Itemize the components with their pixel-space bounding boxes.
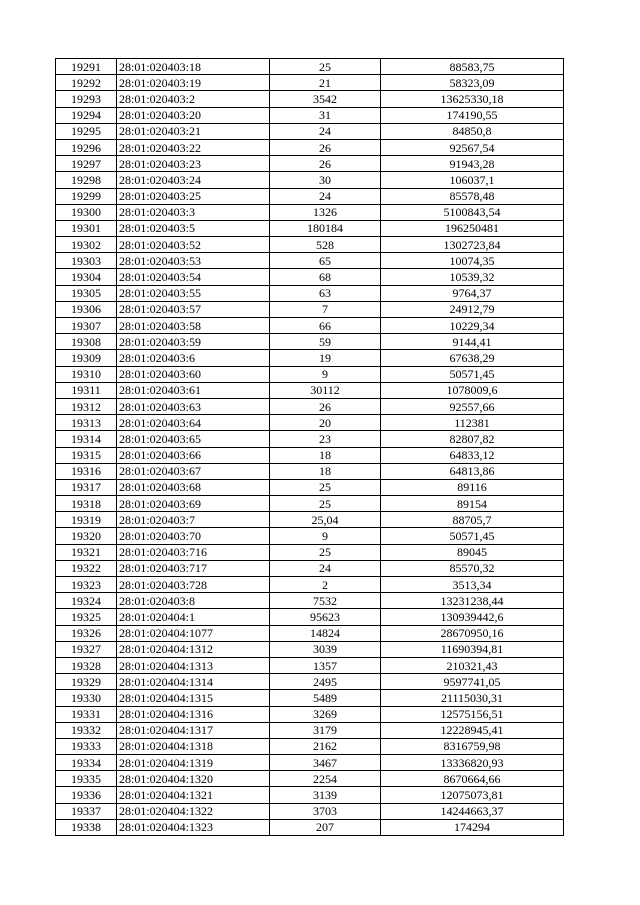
row-number-cell: 19295 [56, 123, 117, 139]
area-cell: 20 [270, 415, 381, 431]
cadastral-number-cell: 28:01:020403:6 [117, 350, 270, 366]
area-cell: 3179 [270, 722, 381, 738]
cadastral-value-cell: 82807,82 [381, 431, 564, 447]
row-number-cell: 19336 [56, 787, 117, 803]
cadastral-value-cell: 3513,34 [381, 577, 564, 593]
cadastral-value-cell: 9764,37 [381, 285, 564, 301]
cadastral-value-cell: 174190,55 [381, 107, 564, 123]
cadastral-number-cell: 28:01:020403:5 [117, 220, 270, 236]
cadastral-value-cell: 12575156,51 [381, 706, 564, 722]
area-cell: 24 [270, 123, 381, 139]
area-cell: 180184 [270, 220, 381, 236]
table-row [56, 91, 564, 107]
cadastral-number-cell: 28:01:020403:2 [117, 91, 270, 107]
row-number-cell: 19299 [56, 188, 117, 204]
cadastral-number-cell: 28:01:020404:1320 [117, 771, 270, 787]
cadastral-number-cell: 28:01:020403:61 [117, 382, 270, 398]
row-number-cell: 19296 [56, 139, 117, 155]
cadastral-number-cell: 28:01:020403:717 [117, 560, 270, 576]
area-cell: 30 [270, 172, 381, 188]
cadastral-number-cell: 28:01:020404:1317 [117, 722, 270, 738]
area-cell: 25 [270, 59, 381, 75]
cadastral-number-cell: 28:01:020403:25 [117, 188, 270, 204]
table-row [56, 512, 564, 528]
cadastral-value-cell: 196250481 [381, 220, 564, 236]
cadastral-number-cell: 28:01:020403:8 [117, 593, 270, 609]
table-row [56, 139, 564, 155]
cadastral-value-cell: 10539,32 [381, 269, 564, 285]
row-number-cell: 19316 [56, 463, 117, 479]
cadastral-number-cell: 28:01:020404:1 [117, 609, 270, 625]
cadastral-number-cell: 28:01:020403:60 [117, 366, 270, 382]
cadastral-value-cell: 11690394,81 [381, 641, 564, 657]
table-row [56, 382, 564, 398]
row-number-cell: 19320 [56, 528, 117, 544]
area-cell: 3269 [270, 706, 381, 722]
table-row [56, 447, 564, 463]
cadastral-value-cell: 10074,35 [381, 253, 564, 269]
cadastral-value-cell: 13231238,44 [381, 593, 564, 609]
row-number-cell: 19313 [56, 415, 117, 431]
area-cell: 3542 [270, 91, 381, 107]
area-cell: 5489 [270, 690, 381, 706]
area-cell: 207 [270, 819, 381, 835]
cadastral-value-cell: 9597741,05 [381, 674, 564, 690]
row-number-cell: 19303 [56, 253, 117, 269]
cadastral-number-cell: 28:01:020404:1077 [117, 625, 270, 641]
cadastral-value-cell: 64813,86 [381, 463, 564, 479]
area-cell: 9 [270, 366, 381, 382]
row-number-cell: 19324 [56, 593, 117, 609]
row-number-cell: 19304 [56, 269, 117, 285]
cadastral-value-cell: 106037,1 [381, 172, 564, 188]
table-row [56, 560, 564, 576]
cadastral-number-cell: 28:01:020403:19 [117, 75, 270, 91]
cadastral-value-cell: 12075073,81 [381, 787, 564, 803]
area-cell: 2 [270, 577, 381, 593]
cadastral-value-cell: 1078009,6 [381, 382, 564, 398]
area-cell: 3039 [270, 641, 381, 657]
cadastral-number-cell: 28:01:020404:1321 [117, 787, 270, 803]
cadastral-number-cell: 28:01:020403:64 [117, 415, 270, 431]
cadastral-number-cell: 28:01:020403:65 [117, 431, 270, 447]
table-row [56, 398, 564, 414]
row-number-cell: 19319 [56, 512, 117, 528]
table-row [56, 285, 564, 301]
cadastral-number-cell: 28:01:020403:69 [117, 496, 270, 512]
cadastral-value-cell: 67638,29 [381, 350, 564, 366]
cadastral-value-cell: 8316759,98 [381, 738, 564, 754]
cadastral-number-cell: 28:01:020403:3 [117, 204, 270, 220]
row-number-cell: 19332 [56, 722, 117, 738]
row-number-cell: 19305 [56, 285, 117, 301]
row-number-cell: 19314 [56, 431, 117, 447]
table-row [56, 528, 564, 544]
row-number-cell: 19328 [56, 657, 117, 673]
area-cell: 1326 [270, 204, 381, 220]
row-number-cell: 19317 [56, 479, 117, 495]
cadastral-number-cell: 28:01:020403:53 [117, 253, 270, 269]
table-row [56, 706, 564, 722]
cadastral-number-cell: 28:01:020403:55 [117, 285, 270, 301]
row-number-cell: 19318 [56, 496, 117, 512]
cadastral-value-cell: 12228945,41 [381, 722, 564, 738]
row-number-cell: 19330 [56, 690, 117, 706]
row-number-cell: 19301 [56, 220, 117, 236]
area-cell: 25 [270, 479, 381, 495]
row-number-cell: 19333 [56, 738, 117, 754]
table-row [56, 204, 564, 220]
area-cell: 3139 [270, 787, 381, 803]
area-cell: 26 [270, 156, 381, 172]
row-number-cell: 19292 [56, 75, 117, 91]
area-cell: 2254 [270, 771, 381, 787]
table-row [56, 674, 564, 690]
row-number-cell: 19334 [56, 755, 117, 771]
row-number-cell: 19326 [56, 625, 117, 641]
cadastral-number-cell: 28:01:020403:67 [117, 463, 270, 479]
table-row [56, 787, 564, 803]
row-number-cell: 19325 [56, 609, 117, 625]
table-row [56, 156, 564, 172]
row-number-cell: 19338 [56, 819, 117, 835]
cadastral-value-cell: 9144,41 [381, 334, 564, 350]
cadastral-number-cell: 28:01:020403:21 [117, 123, 270, 139]
table-row [56, 107, 564, 123]
table-row [56, 366, 564, 382]
area-cell: 31 [270, 107, 381, 123]
area-cell: 2162 [270, 738, 381, 754]
table-row [56, 75, 564, 91]
table-row [56, 803, 564, 819]
cadastral-number-cell: 28:01:020403:68 [117, 479, 270, 495]
table-row [56, 819, 564, 835]
table-row [56, 301, 564, 317]
table-row [56, 415, 564, 431]
cadastral-number-cell: 28:01:020403:716 [117, 544, 270, 560]
table-row [56, 641, 564, 657]
cadastral-value-cell: 13625330,18 [381, 91, 564, 107]
table-row [56, 188, 564, 204]
row-number-cell: 19312 [56, 398, 117, 414]
cadastral-value-cell: 50571,45 [381, 528, 564, 544]
area-cell: 9 [270, 528, 381, 544]
area-cell: 25,04 [270, 512, 381, 528]
cadastral-value-table [55, 58, 564, 836]
row-number-cell: 19300 [56, 204, 117, 220]
row-number-cell: 19291 [56, 59, 117, 75]
cadastral-number-cell: 28:01:020404:1312 [117, 641, 270, 657]
area-cell: 2495 [270, 674, 381, 690]
row-number-cell: 19322 [56, 560, 117, 576]
table-row [56, 59, 564, 75]
cadastral-value-cell: 58323,09 [381, 75, 564, 91]
area-cell: 63 [270, 285, 381, 301]
area-cell: 7532 [270, 593, 381, 609]
cadastral-number-cell: 28:01:020404:1318 [117, 738, 270, 754]
row-number-cell: 19323 [56, 577, 117, 593]
cadastral-value-cell: 21115030,31 [381, 690, 564, 706]
cadastral-value-cell: 88583,75 [381, 59, 564, 75]
table-row [56, 690, 564, 706]
row-number-cell: 19335 [56, 771, 117, 787]
row-number-cell: 19302 [56, 237, 117, 253]
cadastral-number-cell: 28:01:020403:52 [117, 237, 270, 253]
cadastral-value-cell: 24912,79 [381, 301, 564, 317]
cadastral-number-cell: 28:01:020404:1322 [117, 803, 270, 819]
table-row [56, 123, 564, 139]
cadastral-number-cell: 28:01:020403:70 [117, 528, 270, 544]
row-number-cell: 19315 [56, 447, 117, 463]
cadastral-value-cell: 92567,54 [381, 139, 564, 155]
cadastral-number-cell: 28:01:020403:66 [117, 447, 270, 463]
area-cell: 23 [270, 431, 381, 447]
area-cell: 25 [270, 496, 381, 512]
row-number-cell: 19293 [56, 91, 117, 107]
table-row [56, 771, 564, 787]
cadastral-number-cell: 28:01:020403:63 [117, 398, 270, 414]
table-row [56, 479, 564, 495]
cadastral-number-cell: 28:01:020403:20 [117, 107, 270, 123]
area-cell: 66 [270, 318, 381, 334]
cadastral-value-cell: 5100843,54 [381, 204, 564, 220]
cadastral-value-cell: 89154 [381, 496, 564, 512]
area-cell: 26 [270, 139, 381, 155]
table-body [56, 59, 564, 836]
row-number-cell: 19309 [56, 350, 117, 366]
cadastral-value-cell: 10229,34 [381, 318, 564, 334]
cadastral-number-cell: 28:01:020403:7 [117, 512, 270, 528]
cadastral-number-cell: 28:01:020404:1323 [117, 819, 270, 835]
cadastral-number-cell: 28:01:020403:58 [117, 318, 270, 334]
area-cell: 65 [270, 253, 381, 269]
table-row [56, 463, 564, 479]
row-number-cell: 19307 [56, 318, 117, 334]
row-number-cell: 19311 [56, 382, 117, 398]
row-number-cell: 19327 [56, 641, 117, 657]
row-number-cell: 19331 [56, 706, 117, 722]
row-number-cell: 19321 [56, 544, 117, 560]
cadastral-value-cell: 13336820,93 [381, 755, 564, 771]
cadastral-number-cell: 28:01:020403:54 [117, 269, 270, 285]
area-cell: 30112 [270, 382, 381, 398]
table-row [56, 657, 564, 673]
cadastral-value-cell: 8670664,66 [381, 771, 564, 787]
cadastral-number-cell: 28:01:020403:728 [117, 577, 270, 593]
area-cell: 24 [270, 560, 381, 576]
cadastral-number-cell: 28:01:020403:24 [117, 172, 270, 188]
cadastral-value-cell: 91943,28 [381, 156, 564, 172]
area-cell: 1357 [270, 657, 381, 673]
cadastral-value-cell: 64833,12 [381, 447, 564, 463]
cadastral-value-cell: 50571,45 [381, 366, 564, 382]
table-row [56, 609, 564, 625]
area-cell: 18 [270, 463, 381, 479]
table-row [56, 544, 564, 560]
cadastral-number-cell: 28:01:020403:18 [117, 59, 270, 75]
cadastral-value-cell: 89116 [381, 479, 564, 495]
table-row [56, 318, 564, 334]
table-row [56, 755, 564, 771]
table-row [56, 269, 564, 285]
table-row [56, 253, 564, 269]
cadastral-value-cell: 89045 [381, 544, 564, 560]
table-row [56, 722, 564, 738]
table-row [56, 625, 564, 641]
table-row [56, 496, 564, 512]
row-number-cell: 19337 [56, 803, 117, 819]
table-row [56, 431, 564, 447]
table-row [56, 237, 564, 253]
cadastral-value-cell: 130939442,6 [381, 609, 564, 625]
cadastral-value-cell: 85570,32 [381, 560, 564, 576]
table-row [56, 350, 564, 366]
table-row [56, 738, 564, 754]
row-number-cell: 19310 [56, 366, 117, 382]
area-cell: 59 [270, 334, 381, 350]
area-cell: 21 [270, 75, 381, 91]
cadastral-number-cell: 28:01:020403:59 [117, 334, 270, 350]
area-cell: 7 [270, 301, 381, 317]
table-row [56, 172, 564, 188]
cadastral-value-cell: 88705,7 [381, 512, 564, 528]
row-number-cell: 19329 [56, 674, 117, 690]
area-cell: 19 [270, 350, 381, 366]
cadastral-value-cell: 85578,48 [381, 188, 564, 204]
cadastral-value-cell: 210321,43 [381, 657, 564, 673]
row-number-cell: 19308 [56, 334, 117, 350]
table-row [56, 593, 564, 609]
cadastral-value-cell: 28670950,16 [381, 625, 564, 641]
area-cell: 24 [270, 188, 381, 204]
cadastral-value-cell: 1302723,84 [381, 237, 564, 253]
area-cell: 26 [270, 398, 381, 414]
cadastral-value-cell: 14244663,37 [381, 803, 564, 819]
cadastral-number-cell: 28:01:020404:1319 [117, 755, 270, 771]
cadastral-value-cell: 174294 [381, 819, 564, 835]
area-cell: 18 [270, 447, 381, 463]
cadastral-number-cell: 28:01:020403:57 [117, 301, 270, 317]
table-row [56, 577, 564, 593]
cadastral-number-cell: 28:01:020403:22 [117, 139, 270, 155]
area-cell: 3703 [270, 803, 381, 819]
cadastral-number-cell: 28:01:020403:23 [117, 156, 270, 172]
cadastral-number-cell: 28:01:020404:1315 [117, 690, 270, 706]
cadastral-value-cell: 92557,66 [381, 398, 564, 414]
row-number-cell: 19306 [56, 301, 117, 317]
area-cell: 95623 [270, 609, 381, 625]
area-cell: 528 [270, 237, 381, 253]
cadastral-number-cell: 28:01:020404:1313 [117, 657, 270, 673]
area-cell: 68 [270, 269, 381, 285]
table-row [56, 334, 564, 350]
row-number-cell: 19297 [56, 156, 117, 172]
cadastral-number-cell: 28:01:020404:1316 [117, 706, 270, 722]
cadastral-value-cell: 84850,8 [381, 123, 564, 139]
cadastral-value-cell: 112381 [381, 415, 564, 431]
area-cell: 3467 [270, 755, 381, 771]
cadastral-number-cell: 28:01:020404:1314 [117, 674, 270, 690]
area-cell: 25 [270, 544, 381, 560]
table-row [56, 220, 564, 236]
row-number-cell: 19294 [56, 107, 117, 123]
row-number-cell: 19298 [56, 172, 117, 188]
area-cell: 14824 [270, 625, 381, 641]
